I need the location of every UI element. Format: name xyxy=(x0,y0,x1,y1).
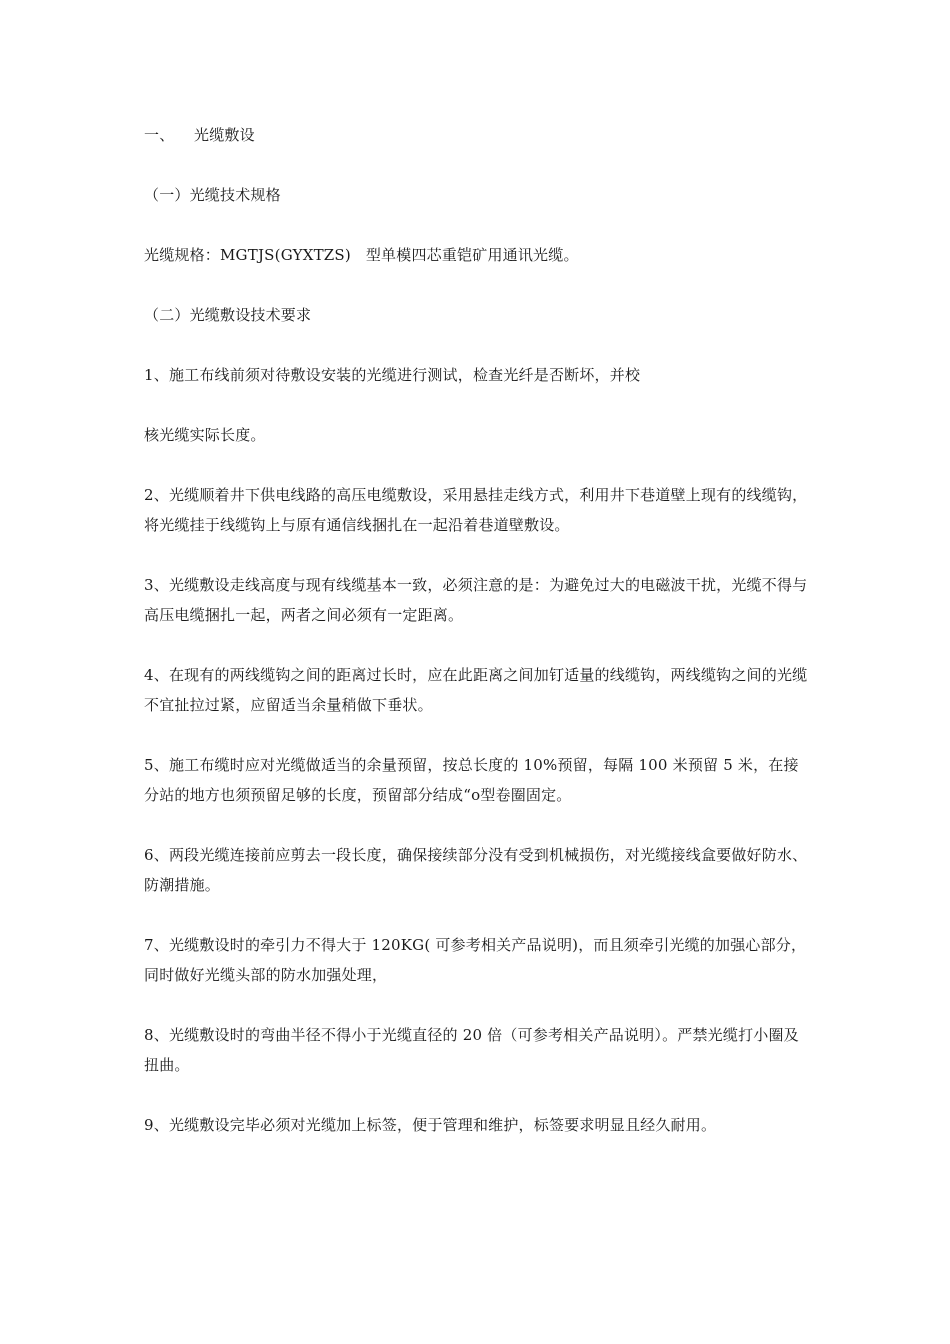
requirement-item-5: 5、施工布缆时应对光缆做适当的余量预留，按总长度的 10%预留，每隔 100 米预留 5 米，在接分站的地方也须预留足够的长度，预留部分结成“o型卷圈固定。 xyxy=(144,756,799,804)
requirement-item-4: 4、在现有的两线缆钩之间的距离过长时，应在此距离之间加钉适量的线缆钩，两线缆钩之间的光缆不宜扯拉过紧，应留适当余量稍做下垂状。 xyxy=(144,666,808,714)
requirement-item-1-line-1: 1、施工布线前须对待敷设安装的光缆进行测试，检查光纤是否断坏，并校 xyxy=(144,366,641,384)
requirement-item-2: 2、光缆顺着井下供电线路的高压电缆敷设，采用悬挂走线方式，利用井下巷道壁上现有的线缆钩，将光缆挂于线缆钩上与原有通信线捆扎在一起沿着巷道壁敷设。 xyxy=(144,486,808,534)
requirement-item-6: 6、两段光缆连接前应剪去一段长度，确保接续部分没有受到机械损伤，对光缆接线盒要做好防水、防潮措施。 xyxy=(144,846,808,894)
document-body xyxy=(144,120,808,1170)
requirement-item-1-line-2: 核光缆实际长度。 xyxy=(144,426,266,444)
requirement-item-8: 8、光缆敷设时的弯曲半径不得小于光缆直径的 20 倍（可参考相关产品说明）。严禁光缆打小圈及扭曲。 xyxy=(144,1026,799,1074)
cable-spec-line: 光缆规格：MGTJS(GYXTZS) 型单模四芯重铠矿用通讯光缆。 xyxy=(144,246,579,264)
subsection-title-specs: （一）光缆技术规格 xyxy=(144,186,281,204)
requirement-item-9: 9、光缆敷设完毕必须对光缆加上标签，便于管理和维护，标签要求明显且经久耐用。 xyxy=(144,1116,717,1134)
subsection-title-requirements: （二）光缆敷设技术要求 xyxy=(144,306,312,324)
requirement-item-3: 3、光缆敷设走线高度与现有线缆基本一致，必须注意的是：为避免过大的电磁波干扰，光缆不得与高压电缆捆扎一起，两者之间必须有一定距离。 xyxy=(144,576,808,624)
section-title: 光缆敷设 xyxy=(194,126,255,144)
section-heading xyxy=(144,120,808,150)
section-number: 一、 xyxy=(144,126,175,144)
requirement-item-7: 7、光缆敷设时的牵引力不得大于 120KG( 可参考相关产品说明)，而且须牵引光缆的加强心部分，同时做好光缆头部的防水加强处理， xyxy=(144,936,807,984)
